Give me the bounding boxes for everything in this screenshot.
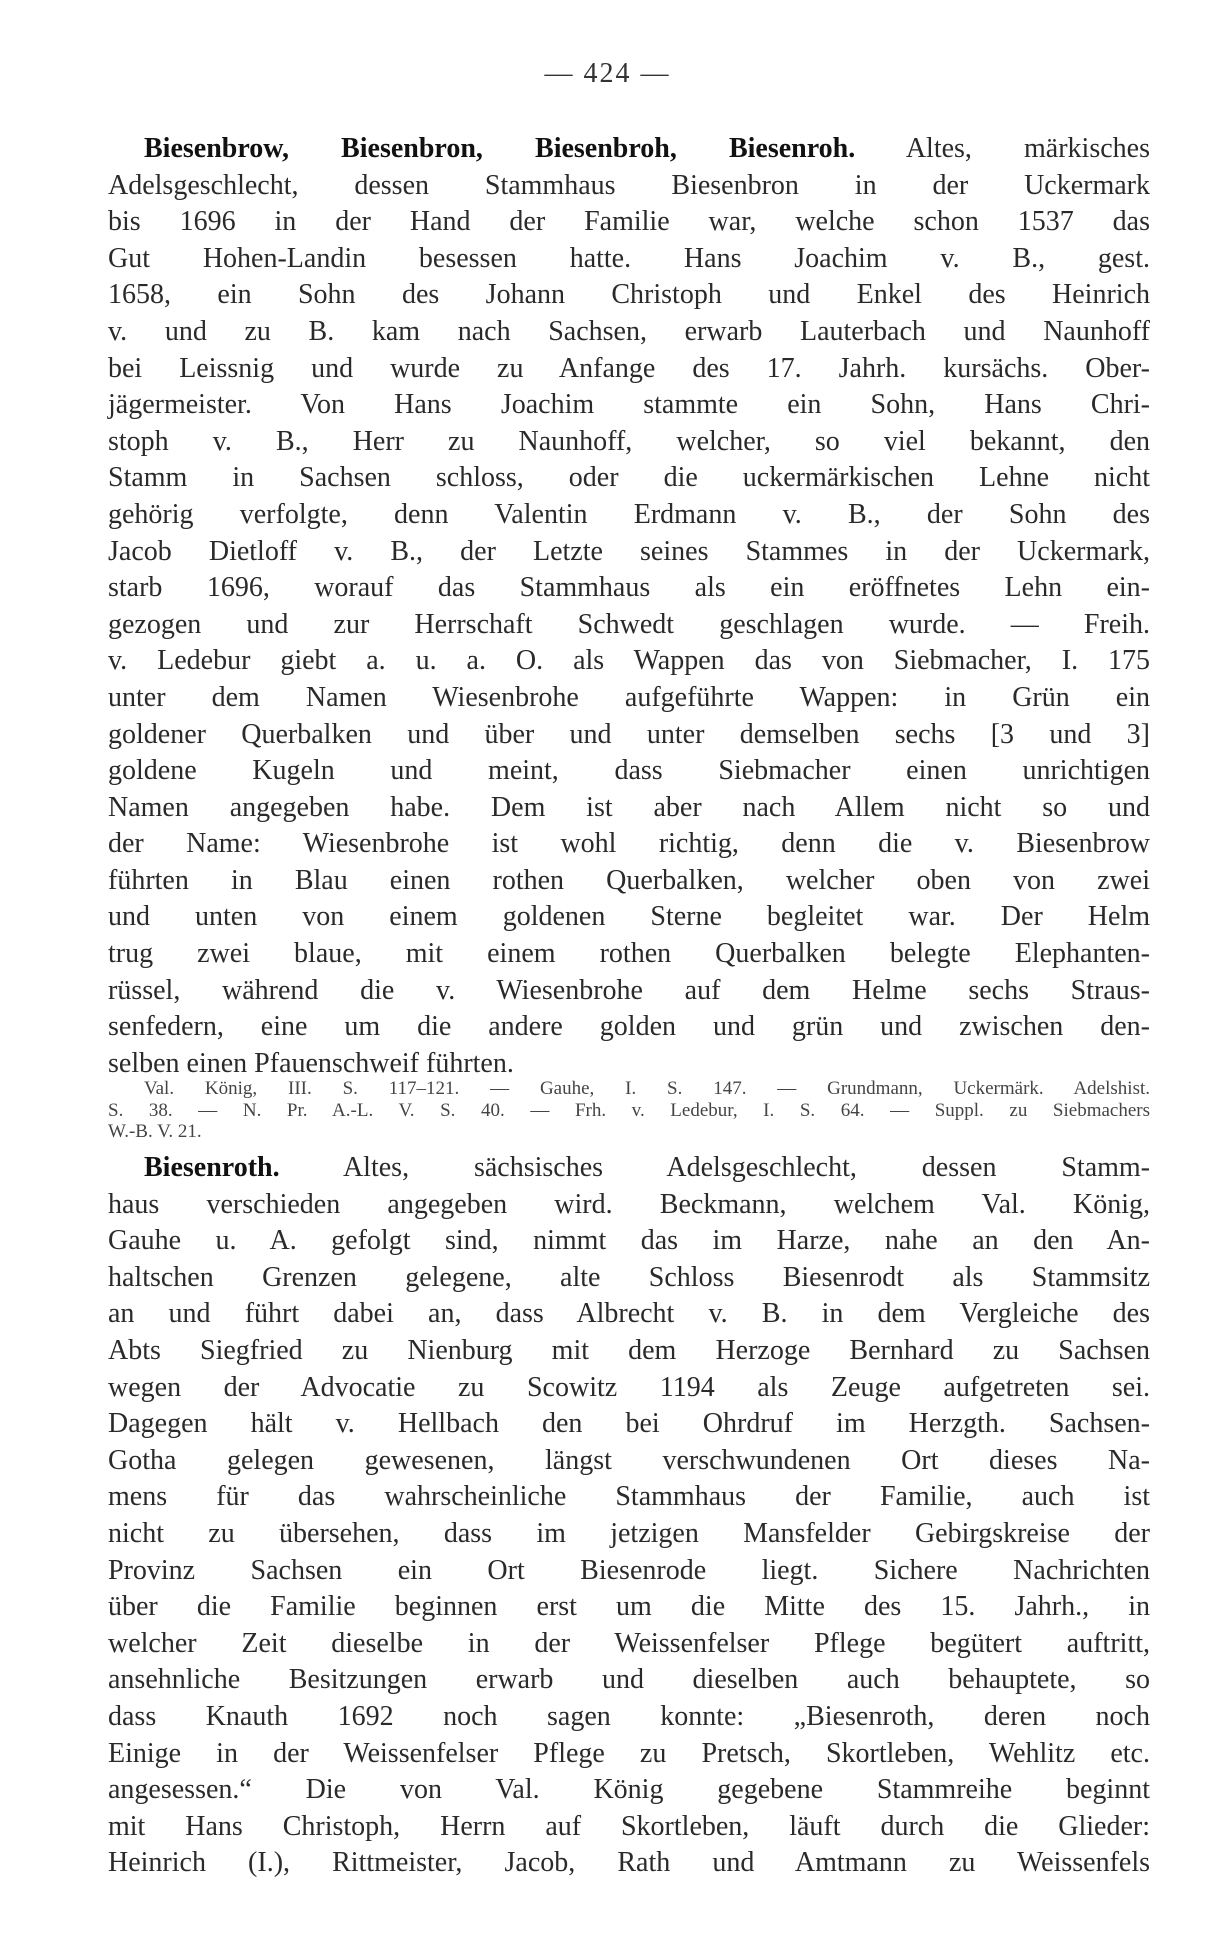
line-text: selben einen Pfauenschweif führten. — [108, 1047, 514, 1079]
line-text: v. Ledebur giebt a. u. a. O. als Wappen das von Siebmacher, I. 175 — [108, 645, 1150, 677]
footnote-line: W.-B. V. 21. — [108, 1121, 202, 1142]
line-text: ansehnliche Besitzungen erwarb und dieselben auch behauptete, so — [108, 1664, 1150, 1696]
line-text: Gut Hohen-Landin besessen hatte. Hans Joachim v. B., gest. — [108, 242, 1150, 274]
line-text: starb 1696, worauf das Stammhaus als ein eröffnetes Lehn ein- — [108, 572, 1150, 604]
text-line — [108, 168, 1150, 205]
line-text: Altes, märkisches — [855, 133, 1150, 164]
entry-heading: Biesenroth. — [144, 1152, 280, 1183]
line-text: an und führt dabei an, dass Albrecht v. B. in dem Vergleiche des — [108, 1298, 1150, 1330]
line-text: bei Leissnig und wurde zu Anfange des 17. Jahrh. kursächs. Ober- — [108, 352, 1150, 384]
text-line — [108, 680, 1150, 717]
text-line — [108, 1370, 1150, 1407]
text-line — [108, 131, 1150, 168]
text-line — [108, 1699, 1150, 1736]
text-line — [108, 717, 1150, 754]
line-text: welcher Zeit dieselbe in der Weissenfelser Pflege begütert auftritt, — [108, 1627, 1150, 1659]
text-line — [108, 277, 1150, 314]
line-text: trug zwei blaue, mit einem rothen Querbalken belegte Elephanten- — [108, 938, 1150, 970]
text-line — [108, 1845, 1150, 1882]
text-line — [108, 1187, 1150, 1224]
line-text: 1658, ein Sohn des Johann Christoph und Enkel des Heinrich — [108, 279, 1150, 311]
line-text: Namen angegeben habe. Dem ist aber nach Allem nicht so und — [108, 791, 1150, 823]
text-line — [108, 1260, 1150, 1297]
line-text: Einige in der Weissenfelser Pflege zu Pretsch, Skortleben, Wehlitz etc. — [108, 1737, 1150, 1769]
text-line — [108, 973, 1150, 1010]
line-text: Stamm in Sachsen schloss, oder die uckermärkischen Lehne nicht — [108, 462, 1150, 494]
line-text: angesessen.“ Die von Val. König gegebene Stammreihe beginnt — [108, 1774, 1150, 1806]
text-line — [108, 1662, 1150, 1699]
text-line — [108, 497, 1150, 534]
line-text: und unten von einem goldenen Sterne begleitet war. Der Helm — [108, 901, 1150, 933]
line-text: über die Familie beginnen erst um die Mitte des 15. Jahrh., in — [108, 1591, 1150, 1623]
text-line — [108, 204, 1150, 241]
text-line — [108, 1150, 1150, 1187]
text-line — [108, 1809, 1150, 1846]
line-text: Provinz Sachsen ein Ort Biesenrode liegt. Sichere Nachrichten — [108, 1554, 1150, 1586]
text-line — [108, 826, 1150, 863]
line-text: haus verschieden angegeben wird. Beckmann, welchem Val. König, — [108, 1188, 1150, 1220]
text-line — [108, 351, 1150, 388]
paragraph-biesenroth — [108, 1150, 1150, 1882]
text-line — [108, 607, 1150, 644]
text-line — [108, 899, 1150, 936]
line-text: wegen der Advocatie zu Scowitz 1194 als Zeuge aufgetreten sei. — [108, 1371, 1150, 1403]
line-text: gehörig verfolgte, denn Valentin Erdmann v. B., der Sohn des — [108, 498, 1150, 530]
line-text: Adelsgeschlecht, dessen Stammhaus Biesenbron in der Uckermark — [108, 169, 1150, 201]
text-line — [108, 1223, 1150, 1260]
text-line — [108, 1516, 1150, 1553]
text-line — [108, 643, 1150, 680]
line-text: v. und zu B. kam nach Sachsen, erwarb Lauterbach und Naunhoff — [108, 315, 1150, 347]
text-line — [108, 534, 1150, 571]
line-text: nicht zu übersehen, dass im jetzigen Mansfelder Gebirgskreise der — [108, 1517, 1150, 1549]
text-line — [108, 241, 1150, 278]
paragraph-biesenbrow — [108, 131, 1150, 1082]
line-text: Gauhe u. A. gefolgt sind, nimmt das im Harze, nahe an den An- — [108, 1225, 1150, 1257]
text-line — [108, 460, 1150, 497]
text-line — [108, 1009, 1150, 1046]
text-line — [108, 790, 1150, 827]
text-line — [108, 424, 1150, 461]
footnote-references — [108, 1078, 1150, 1143]
entry-heading: Biesenbrow, Biesenbron, Biesenbroh, Biesenroh. — [144, 133, 856, 164]
line-text: Gotha gelegen gewesenen, längst verschwundenen Ort dieses Na- — [108, 1444, 1150, 1476]
text-line — [108, 1553, 1150, 1590]
text-line — [108, 1296, 1150, 1333]
text-line — [108, 314, 1150, 351]
line-text: Dagegen hält v. Hellbach den bei Ohrdruf im Herzgth. Sachsen- — [108, 1408, 1150, 1440]
text-line — [108, 387, 1150, 424]
line-text: bis 1696 in der Hand der Familie war, welche schon 1537 das — [108, 206, 1150, 238]
line-text: mit Hans Christoph, Herrn auf Skortleben, läuft durch die Glieder: — [108, 1810, 1150, 1842]
line-text: gezogen und zur Herrschaft Schwedt geschlagen wurde. — Freih. — [108, 608, 1150, 640]
text-line — [108, 863, 1150, 900]
line-text: senfedern, eine um die andere golden und grün und zwischen den- — [108, 1011, 1150, 1043]
text-line — [108, 1772, 1150, 1809]
line-text: Jacob Dietloff v. B., der Letzte seines Stammes in der Uckermark, — [108, 535, 1150, 567]
line-text: haltschen Grenzen gelegene, alte Schloss Biesenrodt als Stammsitz — [108, 1261, 1150, 1293]
line-text: stoph v. B., Herr zu Naunhoff, welcher, so viel bekannt, den — [108, 425, 1150, 457]
line-text: Altes, sächsisches Adelsgeschlecht, dessen Stamm- — [279, 1152, 1150, 1183]
line-text: der Name: Wiesenbrohe ist wohl richtig, denn die v. Biesenbrow — [108, 828, 1150, 860]
text-line — [108, 753, 1150, 790]
text-line — [108, 1626, 1150, 1663]
line-text: dass Knauth 1692 noch sagen konnte: „Biesenroth, deren noch — [108, 1700, 1150, 1732]
text-line — [108, 1333, 1150, 1370]
text-line — [108, 1406, 1150, 1443]
line-text: mens für das wahrscheinliche Stammhaus der Familie, auch ist — [108, 1481, 1150, 1513]
text-line — [108, 936, 1150, 973]
page-number: — 424 — — [544, 58, 671, 89]
line-text: Abts Siegfried zu Nienburg mit dem Herzoge Bernhard zu Sachsen — [108, 1334, 1150, 1366]
line-text: Heinrich (I.), Rittmeister, Jacob, Rath und Amtmann zu Weissenfels — [108, 1847, 1150, 1879]
text-line — [108, 1443, 1150, 1480]
text-line — [108, 1736, 1150, 1773]
line-text: goldene Kugeln und meint, dass Siebmacher einen unrichtigen — [108, 755, 1150, 787]
text-line — [108, 1589, 1150, 1626]
line-text: unter dem Namen Wiesenbrohe aufgeführte Wappen: in Grün ein — [108, 681, 1150, 713]
footnote-line: Val. König, III. S. 117–121. — Gauhe, I. S. 147. — Grundmann, Uckermärk. Adelshist. — [144, 1078, 1150, 1099]
text-line — [108, 570, 1150, 607]
text-line — [108, 1479, 1150, 1516]
text-line — [108, 1046, 1150, 1083]
line-text: führten in Blau einen rothen Querbalken, welcher oben von zwei — [108, 864, 1150, 896]
line-text: rüssel, während die v. Wiesenbrohe auf dem Helme sechs Straus- — [108, 974, 1150, 1006]
footnote-line: S. 38. — N. Pr. A.-L. V. S. 40. — Frh. v. Ledebur, I. S. 64. — Suppl. zu Siebmachers — [108, 1099, 1150, 1121]
line-text: goldener Querbalken und über und unter demselben sechs [3 und 3] — [108, 718, 1150, 750]
line-text: jägermeister. Von Hans Joachim stammte ein Sohn, Hans Chri- — [108, 389, 1150, 421]
